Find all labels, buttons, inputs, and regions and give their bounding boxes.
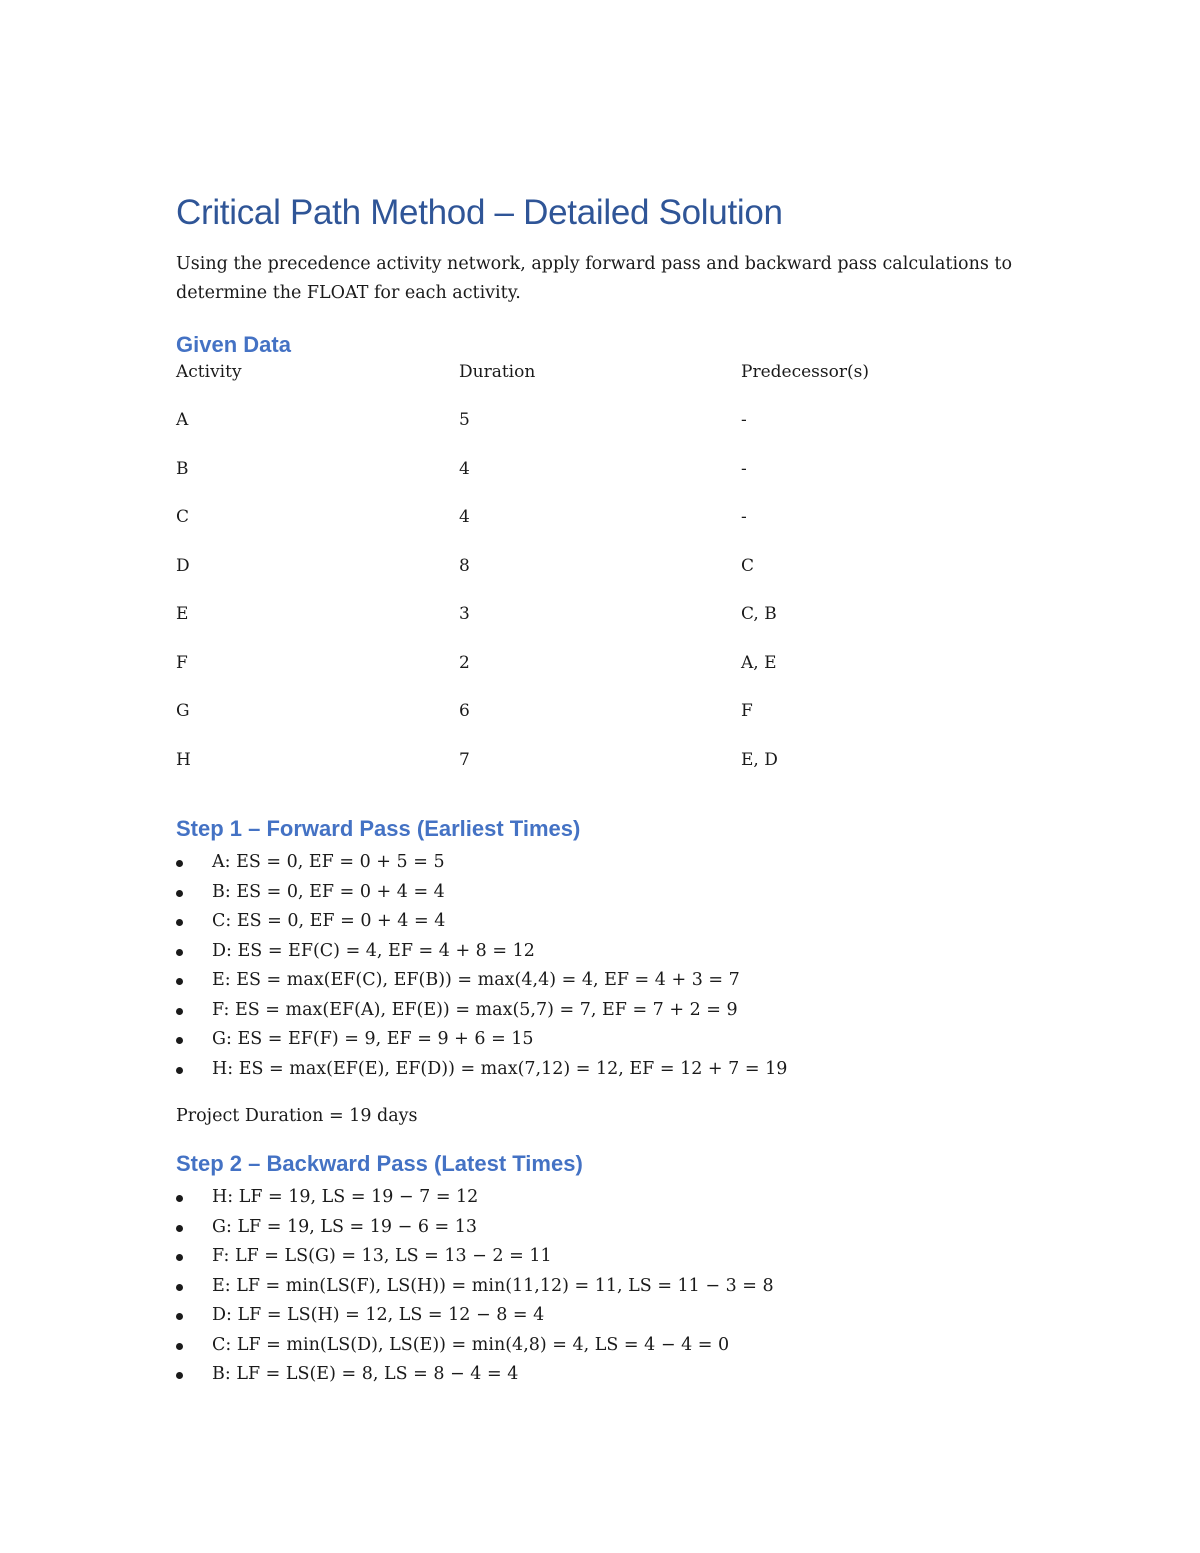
cell-predecessors: - [741,507,747,528]
intro-paragraph: Using the precedence activity network, apply forward pass and backward pass calculations to determine the FLOAT for each activity. [176,254,1012,303]
list-item [176,937,1036,967]
cell-duration: 6 [459,701,470,722]
cell-duration: 2 [459,652,470,673]
header-predecessors: Predecessor(s) [741,362,869,382]
list-item-text: H: ES = max(EF(E), EF(D)) = max(7,12) = 12, EF = 12 + 7 = 19 [212,1058,788,1079]
bullet-icon [176,1225,183,1232]
bullet-icon [176,1067,183,1074]
table-row [176,687,1031,736]
cell-predecessors: - [741,410,747,431]
cell-duration: 3 [459,604,470,625]
cell-activity: F [176,652,188,673]
bullet-icon [176,1372,183,1379]
list-item-text: G: ES = EF(F) = 9, EF = 9 + 6 = 15 [212,1029,534,1049]
list-item [176,966,1036,996]
forward-pass-list [176,848,1036,1084]
list-item-text: E: ES = max(EF(C), EF(B)) = max(4,4) = 4, EF = 4 + 3 = 7 [212,970,740,990]
table-row [176,639,1031,688]
bullet-icon [176,890,183,897]
table-row [176,445,1031,494]
bullet-icon [176,1284,183,1291]
bullet-icon [176,1254,183,1261]
list-item [176,1301,1036,1331]
table-row [176,736,1031,785]
cell-activity: D [176,555,190,576]
bullet-icon [176,1195,183,1202]
list-item [176,1213,1036,1243]
bullet-icon [176,949,183,956]
list-item [176,1025,1036,1055]
list-item-text: F: ES = max(EF(A), EF(E)) = max(5,7) = 7, EF = 7 + 2 = 9 [212,999,738,1020]
cell-predecessors: A, E [741,652,777,673]
list-item [176,996,1036,1026]
list-item [176,1242,1036,1272]
header-duration: Duration [459,362,536,382]
table-header-row [176,362,1031,396]
cell-duration: 4 [459,507,470,528]
bullet-icon [176,919,183,926]
list-item-text: G: LF = 19, LS = 19 − 6 = 13 [212,1216,478,1237]
list-item-text: A: ES = 0, EF = 0 + 5 = 5 [212,852,445,872]
list-item [176,1272,1036,1302]
list-item-text: E: LF = min(LS(F), LS(H)) = min(11,12) = 11, LS = 11 − 3 = 8 [212,1275,774,1296]
bullet-icon [176,1313,183,1320]
cell-duration: 4 [459,458,470,479]
cell-activity: C [176,507,190,528]
bullet-icon [176,1343,183,1350]
cell-predecessors: F [741,701,753,722]
step2-heading: Step 2 – Backward Pass (Latest Times) [176,1151,583,1176]
cell-duration: 7 [459,749,470,770]
header-activity: Activity [176,362,242,382]
list-item [176,1360,1036,1390]
cell-predecessors: - [741,458,747,479]
list-item-text: C: LF = min(LS(D), LS(E)) = min(4,8) = 4, LS = 4 − 4 = 0 [212,1334,730,1355]
list-item [176,907,1036,937]
bullet-icon [176,1037,183,1044]
cell-duration: 8 [459,555,470,576]
list-item-text: H: LF = 19, LS = 19 − 7 = 12 [212,1187,479,1207]
cell-activity: A [176,410,189,431]
list-item [176,878,1036,908]
list-item-text: D: LF = LS(H) = 12, LS = 12 − 8 = 4 [212,1305,545,1325]
list-item-text: C: ES = 0, EF = 0 + 4 = 4 [212,911,446,931]
document-page [176,190,1036,1390]
bullet-icon [176,978,183,985]
backward-pass-list [176,1183,1036,1390]
list-item [176,1183,1036,1213]
table-row [176,590,1031,639]
list-item-text: B: LF = LS(E) = 8, LS = 8 − 4 = 4 [212,1364,519,1384]
list-item-text: F: LF = LS(G) = 13, LS = 13 − 2 = 11 [212,1246,552,1266]
given-data-table [176,362,1031,784]
list-item [176,1331,1036,1361]
cell-predecessors: E, D [741,749,778,770]
bullet-icon [176,860,183,867]
cell-predecessors: C, B [741,604,777,625]
table-row [176,396,1031,445]
document-title: Critical Path Method – Detailed Solution [176,193,783,232]
cell-predecessors: C [741,555,755,576]
list-item [176,1055,1036,1085]
step1-heading: Step 1 – Forward Pass (Earliest Times) [176,816,581,841]
list-item [176,848,1036,878]
section-spacer [176,784,1036,814]
list-item-text: D: ES = EF(C) = 4, EF = 4 + 8 = 12 [212,940,535,961]
table-row [176,493,1031,542]
list-item-text: B: ES = 0, EF = 0 + 4 = 4 [212,881,445,902]
cell-activity: B [176,458,189,479]
cell-activity: G [176,701,190,722]
given-data-heading: Given Data [176,332,291,357]
project-duration: Project Duration = 19 days [176,1106,418,1126]
cell-duration: 5 [459,410,470,431]
bullet-icon [176,1008,183,1015]
cell-activity: E [176,604,189,625]
table-row [176,542,1031,591]
cell-activity: H [176,749,191,770]
